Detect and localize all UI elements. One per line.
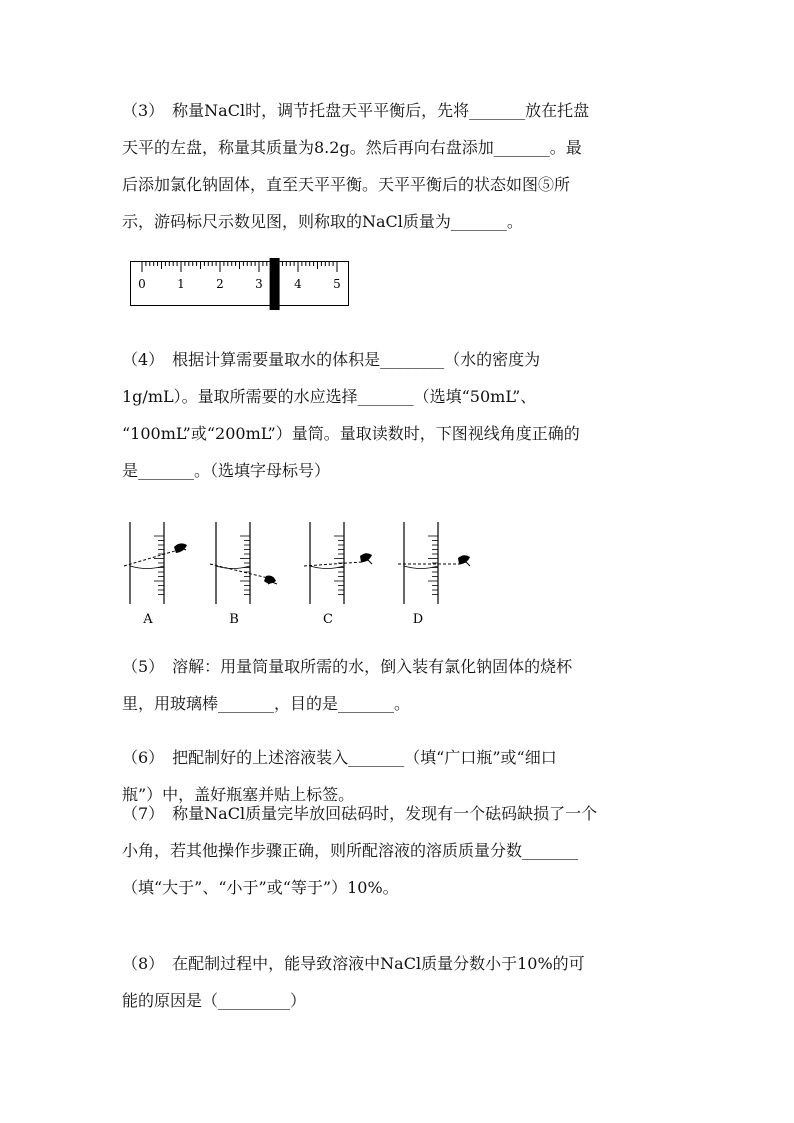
- eye-icon: [264, 576, 276, 584]
- question-7-line-2: 小角，若其他操作步骤正确，则所配溶液的溶质质量分数_______: [122, 841, 579, 860]
- cylinder-label-b: B: [229, 612, 239, 627]
- measuring-cylinder: [404, 522, 438, 604]
- question-5-line-1: （5） 溶解：用量筒量取所需的水，倒入装有氯化钠固体的烧杯: [122, 657, 573, 676]
- question-4-line-4: 是_______。（选填字母标号）: [122, 461, 331, 480]
- question-3: [122, 92, 682, 240]
- cylinder-label-a: A: [143, 612, 153, 627]
- question-3-line-1: （3） 称量NaCl时，调节托盘天平平衡后，先将_______放在托盘: [122, 101, 590, 120]
- cylinder-reading-figure: [118, 516, 498, 628]
- ruler-label-3: 3: [255, 277, 263, 291]
- cylinder-label-d: D: [412, 612, 424, 627]
- question-4-line-3: “100mL”或“200mL”）量筒。量取读数时，下图视线角度正确的: [122, 424, 580, 443]
- question-8-line-1: （8） 在配制过程中，能导致溶液中NaCl质量分数小于10%的可: [122, 954, 585, 973]
- question-8-line-2: 能的原因是（_________）: [122, 991, 307, 1010]
- cylinder-d-sightline: [398, 555, 470, 566]
- question-4-line-2: 1g/mL）。量取所需要的水应选择_______（选填“50mL”、: [122, 387, 537, 406]
- rider-scale-ruler: [130, 258, 350, 310]
- question-7-line-3: （填“大于”、“小于”或“等于”）10%。: [122, 878, 399, 897]
- cylinder-a-sightline: [124, 543, 187, 566]
- ruler-label-4: 4: [294, 277, 302, 291]
- ruler-rider-slider: [270, 258, 280, 310]
- question-7: [122, 795, 682, 906]
- measuring-cylinder: [310, 522, 344, 604]
- ruler-label-2: 2: [216, 277, 224, 291]
- question-5-line-2: 里，用玻璃棒_______，目的是_______。: [122, 694, 411, 713]
- ruler-label-5: 5: [333, 277, 341, 291]
- cylinder-label-c: C: [323, 612, 333, 627]
- question-4-line-1: （4） 根据计算需要量取水的体积是________（水的密度为: [122, 350, 541, 369]
- question-8: [122, 945, 682, 1019]
- question-3-line-3: 后添加氯化钠固体，直至天平平衡。天平平衡后的状态如图⑤所: [122, 175, 571, 194]
- question-6-line-2: 瓶”）中，盖好瓶塞并贴上标签。: [122, 785, 355, 804]
- question-3-line-2: 天平的左盘，称量其质量为8.2g。然后再向右盘添加_______。最: [122, 138, 582, 157]
- question-6-line-1: （6） 把配制好的上述溶液装入_______（填“广口瓶”或“细口: [122, 748, 557, 767]
- cylinder-c-sightline: [304, 553, 372, 566]
- question-5: [122, 648, 682, 722]
- ruler-label-0: 0: [138, 277, 146, 291]
- measuring-cylinder: [216, 522, 250, 604]
- question-7-line-1: （7） 称量NaCl质量完毕放回砝码时，发现有一个砝码缺损了一个: [122, 804, 598, 823]
- question-4: [122, 341, 682, 489]
- ruler-label-1: 1: [177, 277, 185, 291]
- question-3-line-4: 示，游码标尺示数见图，则称取的NaCl质量为_______。: [122, 212, 523, 231]
